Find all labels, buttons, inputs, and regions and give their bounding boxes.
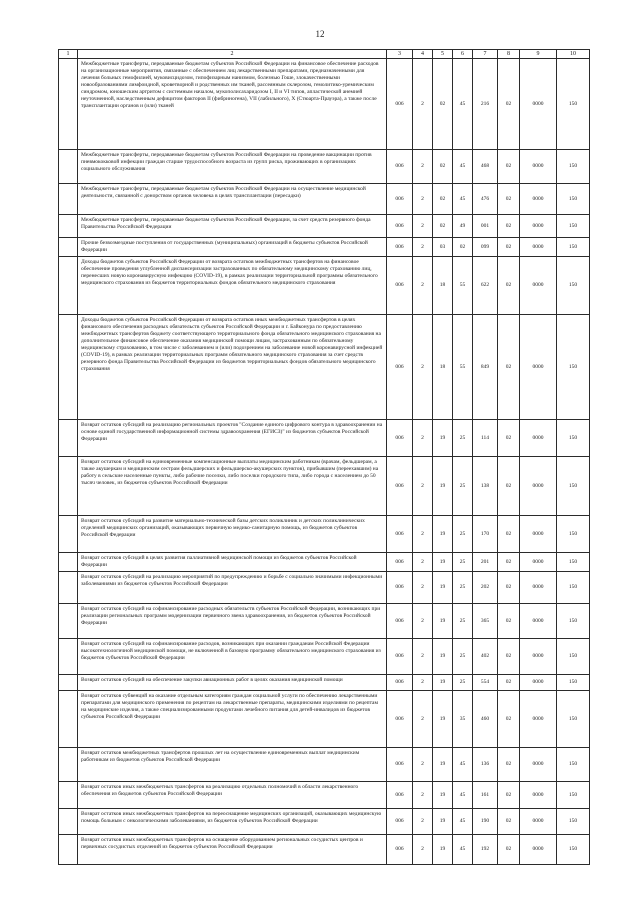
subgroup-code-cell: 19 — [433, 457, 453, 516]
revenue-name-cell: Возврат остатков субсидий на единовременные компенсационные выплаты медицинским работникам (врачам, фельдшерам, а также акушеркам и медицинским сестрам фельдшерских и фельдшерско-акушерских пунктов), прибывшим (переехавшим) на работу в сельские населенные пункты, либо рабочие поселки, либо поселки городского типа, либо города с населением до 50 тысяч человек, из бюджетов субъектов Российской Федерации — [78, 457, 387, 516]
group-code-cell: 2 — [413, 215, 433, 238]
table-row — [59, 835, 590, 865]
subgroup-code-cell: 02 — [433, 150, 453, 184]
program-code-cell: 0000 — [520, 782, 557, 809]
subarticle-code-cell: 365 — [473, 604, 498, 639]
classification-code-cell: 150 — [557, 184, 590, 215]
table-row — [59, 184, 590, 215]
element-code-cell: 02 — [498, 516, 520, 553]
article-code-cell: 25 — [453, 553, 473, 572]
row-number-cell — [59, 315, 78, 420]
row-number-cell — [59, 215, 78, 238]
row-number-cell — [59, 150, 78, 184]
admin-code-cell: 006 — [387, 215, 413, 238]
article-code-cell: 25 — [453, 420, 473, 457]
row-number-cell — [59, 457, 78, 516]
column-header: 4 — [413, 50, 433, 59]
classification-code-cell: 150 — [557, 748, 590, 782]
subgroup-code-cell: 02 — [433, 215, 453, 238]
header-row — [59, 50, 590, 59]
admin-code-cell: 006 — [387, 457, 413, 516]
element-code-cell: 02 — [498, 457, 520, 516]
admin-code-cell: 006 — [387, 604, 413, 639]
row-number-cell — [59, 809, 78, 835]
revenue-name-cell: Межбюджетные трансферты, передаваемые бюджетам субъектов Российской Федерации на финансовое обеспечение расходов на организационные мероприятия, связанные с обеспечением лиц лекарственными препаратами, предназначенными для лечения больных гемофилией, муковисцидозом, гипофизарным нанизмом, болезнью Гоше, злокачественными новообразованиями лимфоидной, кроветворной и родственных им тканей, рассеянным склерозом, гемолитико-уремическим синдромом, юношеским артритом с системным началом, мукополисахаридозом I, II и VI типов, апластической анемией неуточненной, наследственным дефицитом факторов II (фибриногена), VII (лабильного), X (Стюарта-Прауэра), а также после трансплантации органов и (или) тканей — [78, 59, 387, 150]
subarticle-code-cell: 402 — [473, 639, 498, 675]
admin-code-cell: 006 — [387, 675, 413, 691]
table-row — [59, 572, 590, 604]
subarticle-code-cell: 216 — [473, 59, 498, 150]
revenue-name-cell: Возврат остатков субсидий на обеспечение закупки авиационных работ в целях оказания медицинской помощи — [78, 675, 387, 691]
article-code-cell: 25 — [453, 457, 473, 516]
table-row — [59, 59, 590, 150]
group-code-cell: 2 — [413, 315, 433, 420]
revenue-name-cell: Возврат остатков иных межбюджетных трансфертов на оснащение оборудованием региональных сосудистых центров и первичных сосудистых отделений из бюджетов субъектов Российской Федерации — [78, 835, 387, 865]
article-code-cell: 49 — [453, 215, 473, 238]
revenue-name-cell: Доходы бюджетов субъектов Российской Федерации от возврата остатков межбюджетных трансфертов на финансовое обеспечение проведения углубленной диспансеризации застрахованных по обязательному медицинскому страхованию лиц, перенесших новую коронавирусную инфекцию (COVID-19), в рамках реализации территориальной программы обязательного медицинского страхования из бюджетов территориальных фондов обязательного медицинского страхования — [78, 257, 387, 315]
table-row — [59, 691, 590, 748]
program-code-cell: 0000 — [520, 572, 557, 604]
program-code-cell: 0000 — [520, 150, 557, 184]
classification-code-cell: 150 — [557, 150, 590, 184]
table-row — [59, 238, 590, 257]
revenue-name-cell: Возврат остатков иных межбюджетных трансфертов на реализацию отдельных полномочий в области лекарственного обеспечения из бюджетов субъектов Российской Федерации — [78, 782, 387, 809]
subgroup-code-cell: 19 — [433, 748, 453, 782]
revenue-name-cell: Возврат остатков субвенций на оказание отдельным категориям граждан социальной услуги по обеспечению лекарственными препаратами для медицинского применения по рецептам на лекарственные препараты, медицинскими изделиями по рецептам на медицинские изделия, а также специализированными продуктами лечебного питания для детей-инвалидов из бюджетов субъектов Российской Федерации — [78, 691, 387, 748]
subgroup-code-cell: 19 — [433, 639, 453, 675]
element-code-cell: 02 — [498, 238, 520, 257]
subgroup-code-cell: 02 — [433, 59, 453, 150]
column-header: 6 — [453, 50, 473, 59]
element-code-cell: 02 — [498, 59, 520, 150]
subgroup-code-cell: 19 — [433, 835, 453, 865]
element-code-cell: 02 — [498, 782, 520, 809]
table-row — [59, 516, 590, 553]
subgroup-code-cell: 19 — [433, 420, 453, 457]
admin-code-cell: 006 — [387, 59, 413, 150]
subgroup-code-cell: 19 — [433, 809, 453, 835]
row-number-cell — [59, 184, 78, 215]
row-number-cell — [59, 675, 78, 691]
program-code-cell: 0000 — [520, 420, 557, 457]
column-header: 2 — [78, 50, 387, 59]
group-code-cell: 2 — [413, 516, 433, 553]
column-header: 1 — [59, 50, 78, 59]
article-code-cell: 55 — [453, 315, 473, 420]
program-code-cell: 0000 — [520, 59, 557, 150]
revenue-name-cell: Прочие безвозмездные поступления от государственных (муниципальных) организаций в бюджеты субъектов Российской Федерации — [78, 238, 387, 257]
subarticle-code-cell: 001 — [473, 215, 498, 238]
subgroup-code-cell: 19 — [433, 691, 453, 748]
classification-code-cell: 150 — [557, 59, 590, 150]
article-code-cell: 45 — [453, 150, 473, 184]
subgroup-code-cell: 19 — [433, 675, 453, 691]
table-row — [59, 215, 590, 238]
group-code-cell: 2 — [413, 835, 433, 865]
article-code-cell: 45 — [453, 809, 473, 835]
revenue-name-cell: Возврат остатков субсидий на реализацию региональных проектов "Создание единого цифрового контура в здравоохранении на основе единой государственной информационной системы здравоохранения (ЕГИСЗ)" из бюджетов субъектов Российской Федерации — [78, 420, 387, 457]
group-code-cell: 2 — [413, 572, 433, 604]
subarticle-code-cell: 468 — [473, 150, 498, 184]
admin-code-cell: 006 — [387, 238, 413, 257]
element-code-cell: 02 — [498, 420, 520, 457]
group-code-cell: 2 — [413, 184, 433, 215]
subarticle-code-cell: 138 — [473, 457, 498, 516]
admin-code-cell: 006 — [387, 420, 413, 457]
classification-code-cell: 150 — [557, 639, 590, 675]
admin-code-cell: 006 — [387, 835, 413, 865]
group-code-cell: 2 — [413, 553, 433, 572]
admin-code-cell: 006 — [387, 809, 413, 835]
row-number-cell — [59, 691, 78, 748]
subarticle-code-cell: 476 — [473, 184, 498, 215]
program-code-cell: 0000 — [520, 691, 557, 748]
classification-code-cell: 150 — [557, 782, 590, 809]
classification-code-cell: 150 — [557, 215, 590, 238]
subgroup-code-cell: 19 — [433, 572, 453, 604]
revenue-name-cell: Возврат остатков субсидий на реализацию мероприятий по предупреждению и борьбе с социально значимыми инфекционными заболеваниями из бюджетов субъектов Российской Федерации — [78, 572, 387, 604]
subgroup-code-cell: 18 — [433, 257, 453, 315]
classification-code-cell: 150 — [557, 257, 590, 315]
column-header: 5 — [433, 50, 453, 59]
revenue-name-cell: Возврат остатков субсидий в целях развития паллиативной медицинской помощи из бюджетов субъектов Российской Федерации — [78, 553, 387, 572]
group-code-cell: 2 — [413, 691, 433, 748]
column-header: 8 — [498, 50, 520, 59]
group-code-cell: 2 — [413, 257, 433, 315]
table-row — [59, 553, 590, 572]
row-number-cell — [59, 639, 78, 675]
group-code-cell: 2 — [413, 150, 433, 184]
article-code-cell: 25 — [453, 675, 473, 691]
subarticle-code-cell: 849 — [473, 315, 498, 420]
revenue-name-cell: Возврат остатков субсидий на развитие материально-технической базы детских поликлиник и детских поликлинических отделений медицинских организаций, оказывающих первичную медико-санитарную помощь, из бюджетов субъектов Российской Федерации — [78, 516, 387, 553]
program-code-cell: 0000 — [520, 604, 557, 639]
group-code-cell: 2 — [413, 809, 433, 835]
revenue-name-cell: Возврат остатков субсидий на софинансирование расходов, возникающих при оказании гражданам Российской Федерации высокотехнологичной медицинской помощи, не включенной в базовую программу обязательного медицинского страхования из бюджетов субъектов Российской Федерации — [78, 639, 387, 675]
table-row — [59, 150, 590, 184]
article-code-cell: 25 — [453, 639, 473, 675]
program-code-cell: 0000 — [520, 315, 557, 420]
program-code-cell: 0000 — [520, 639, 557, 675]
program-code-cell: 0000 — [520, 809, 557, 835]
program-code-cell: 0000 — [520, 553, 557, 572]
subarticle-code-cell: 460 — [473, 691, 498, 748]
table-row — [59, 604, 590, 639]
admin-code-cell: 006 — [387, 257, 413, 315]
row-number-cell — [59, 782, 78, 809]
subgroup-code-cell: 02 — [433, 184, 453, 215]
group-code-cell: 2 — [413, 675, 433, 691]
row-number-cell — [59, 420, 78, 457]
revenue-name-cell: Межбюджетные трансферты, передаваемые бюджетам субъектов Российской Федерации на осуществление медицинской деятельности, связанной с донорством органов человека в целях трансплантации (пересадки) — [78, 184, 387, 215]
group-code-cell: 2 — [413, 238, 433, 257]
classification-code-cell: 150 — [557, 691, 590, 748]
element-code-cell: 02 — [498, 315, 520, 420]
group-code-cell: 2 — [413, 604, 433, 639]
subarticle-code-cell: 136 — [473, 748, 498, 782]
admin-code-cell: 006 — [387, 315, 413, 420]
group-code-cell: 2 — [413, 639, 433, 675]
admin-code-cell: 006 — [387, 184, 413, 215]
subarticle-code-cell: 099 — [473, 238, 498, 257]
program-code-cell: 0000 — [520, 257, 557, 315]
classification-code-cell: 150 — [557, 572, 590, 604]
table-row — [59, 809, 590, 835]
element-code-cell: 02 — [498, 809, 520, 835]
table-row — [59, 748, 590, 782]
element-code-cell: 02 — [498, 675, 520, 691]
article-code-cell: 25 — [453, 572, 473, 604]
article-code-cell: 45 — [453, 59, 473, 150]
program-code-cell: 0000 — [520, 215, 557, 238]
revenue-name-cell: Доходы бюджетов субъектов Российской Федерации от возврата остатков иных межбюджетных трансфертов в целях финансового обеспечения расходных обязательств субъектов Российской Федерации и г. Байконура по предоставлению межбюджетных трансфертов бюджету соответствующего территориального фонда обязательного медицинского страхования на дополнительное финансовое обеспечение оказания медицинской помощи лицам, застрахованным по обязательному медицинскому страхованию, в том числе с заболеванием и (или) подозрением на заболевание новой коронавирусной инфекцией (COVID-19), в рамках реализации территориальных программ обязательного медицинского страхования за счет средств резервного фонда Правительства Российской Федерации из бюджетов территориальных фондов обязательного медицинского страхования — [78, 315, 387, 420]
budget-classification-table — [58, 49, 590, 865]
column-header: 10 — [557, 50, 590, 59]
subgroup-code-cell: 18 — [433, 315, 453, 420]
page-number: 12 — [315, 29, 325, 39]
revenue-name-cell: Межбюджетные трансферты, передаваемые бюджетам субъектов Российской Федерации, за счет средств резервного фонда Правительства Российской Федерации — [78, 215, 387, 238]
admin-code-cell: 006 — [387, 691, 413, 748]
table-row — [59, 315, 590, 420]
element-code-cell: 02 — [498, 150, 520, 184]
group-code-cell: 2 — [413, 782, 433, 809]
program-code-cell: 0000 — [520, 457, 557, 516]
element-code-cell: 02 — [498, 604, 520, 639]
article-code-cell: 25 — [453, 604, 473, 639]
classification-code-cell: 150 — [557, 315, 590, 420]
article-code-cell: 35 — [453, 691, 473, 748]
element-code-cell: 02 — [498, 572, 520, 604]
subarticle-code-cell: 201 — [473, 553, 498, 572]
subarticle-code-cell: 114 — [473, 420, 498, 457]
table-row — [59, 782, 590, 809]
element-code-cell: 02 — [498, 257, 520, 315]
column-header: 3 — [387, 50, 413, 59]
classification-code-cell: 150 — [557, 604, 590, 639]
row-number-cell — [59, 835, 78, 865]
element-code-cell: 02 — [498, 748, 520, 782]
element-code-cell: 02 — [498, 691, 520, 748]
subarticle-code-cell: 622 — [473, 257, 498, 315]
subgroup-code-cell: 19 — [433, 604, 453, 639]
subarticle-code-cell: 192 — [473, 835, 498, 865]
subgroup-code-cell: 19 — [433, 782, 453, 809]
program-code-cell: 0000 — [520, 675, 557, 691]
subarticle-code-cell: 202 — [473, 572, 498, 604]
row-number-cell — [59, 59, 78, 150]
article-code-cell: 45 — [453, 748, 473, 782]
admin-code-cell: 006 — [387, 150, 413, 184]
group-code-cell: 2 — [413, 59, 433, 150]
article-code-cell: 02 — [453, 238, 473, 257]
admin-code-cell: 006 — [387, 572, 413, 604]
program-code-cell: 0000 — [520, 835, 557, 865]
element-code-cell: 02 — [498, 639, 520, 675]
subgroup-code-cell: 19 — [433, 553, 453, 572]
article-code-cell: 45 — [453, 835, 473, 865]
row-number-cell — [59, 748, 78, 782]
row-number-cell — [59, 238, 78, 257]
subarticle-code-cell: 190 — [473, 809, 498, 835]
admin-code-cell: 006 — [387, 748, 413, 782]
subarticle-code-cell: 554 — [473, 675, 498, 691]
element-code-cell: 02 — [498, 184, 520, 215]
table-row — [59, 420, 590, 457]
group-code-cell: 2 — [413, 748, 433, 782]
column-header: 7 — [473, 50, 498, 59]
subarticle-code-cell: 161 — [473, 782, 498, 809]
subarticle-code-cell: 170 — [473, 516, 498, 553]
article-code-cell: 45 — [453, 782, 473, 809]
table-row — [59, 457, 590, 516]
classification-code-cell: 150 — [557, 809, 590, 835]
revenue-name-cell: Возврат остатков межбюджетных трансфертов прошлых лет на осуществление единовременных выплат медицинским работникам из бюджетов субъектов Российской Федерации — [78, 748, 387, 782]
classification-code-cell: 150 — [557, 553, 590, 572]
element-code-cell: 02 — [498, 553, 520, 572]
row-number-cell — [59, 572, 78, 604]
row-number-cell — [59, 516, 78, 553]
subgroup-code-cell: 03 — [433, 238, 453, 257]
table-row — [59, 257, 590, 315]
classification-code-cell: 150 — [557, 835, 590, 865]
program-code-cell: 0000 — [520, 516, 557, 553]
article-code-cell: 55 — [453, 257, 473, 315]
subgroup-code-cell: 19 — [433, 516, 453, 553]
article-code-cell: 45 — [453, 184, 473, 215]
row-number-cell — [59, 604, 78, 639]
element-code-cell: 02 — [498, 835, 520, 865]
classification-code-cell: 150 — [557, 675, 590, 691]
article-code-cell: 25 — [453, 516, 473, 553]
table-row — [59, 639, 590, 675]
group-code-cell: 2 — [413, 420, 433, 457]
admin-code-cell: 006 — [387, 782, 413, 809]
column-header: 9 — [520, 50, 557, 59]
program-code-cell: 0000 — [520, 748, 557, 782]
table-row — [59, 675, 590, 691]
program-code-cell: 0000 — [520, 238, 557, 257]
classification-code-cell: 150 — [557, 238, 590, 257]
group-code-cell: 2 — [413, 457, 433, 516]
element-code-cell: 02 — [498, 215, 520, 238]
revenue-name-cell: Межбюджетные трансферты, передаваемые бюджетам субъектов Российской Федерации на проведение вакцинации против пневмококковой инфекции граждан старше трудоспособного возраста из групп риска, проживающих в организациях социального обслуживания — [78, 150, 387, 184]
row-number-cell — [59, 257, 78, 315]
admin-code-cell: 006 — [387, 516, 413, 553]
classification-code-cell: 150 — [557, 420, 590, 457]
revenue-name-cell: Возврат остатков субсидий на софинансирование расходных обязательств субъектов Российской Федерации, возникающих при реализации региональных программ модернизации первичного звена здравоохранения, из бюджетов субъектов Российской Федерации — [78, 604, 387, 639]
classification-code-cell: 150 — [557, 516, 590, 553]
row-number-cell — [59, 553, 78, 572]
program-code-cell: 0000 — [520, 184, 557, 215]
admin-code-cell: 006 — [387, 639, 413, 675]
revenue-name-cell: Возврат остатков иных межбюджетных трансфертов на переоснащение медицинских организаций, оказывающих медицинскую помощь больным с онкологическими заболеваниями, из бюджетов субъектов Российской Федерации — [78, 809, 387, 835]
classification-code-cell: 150 — [557, 457, 590, 516]
admin-code-cell: 006 — [387, 553, 413, 572]
